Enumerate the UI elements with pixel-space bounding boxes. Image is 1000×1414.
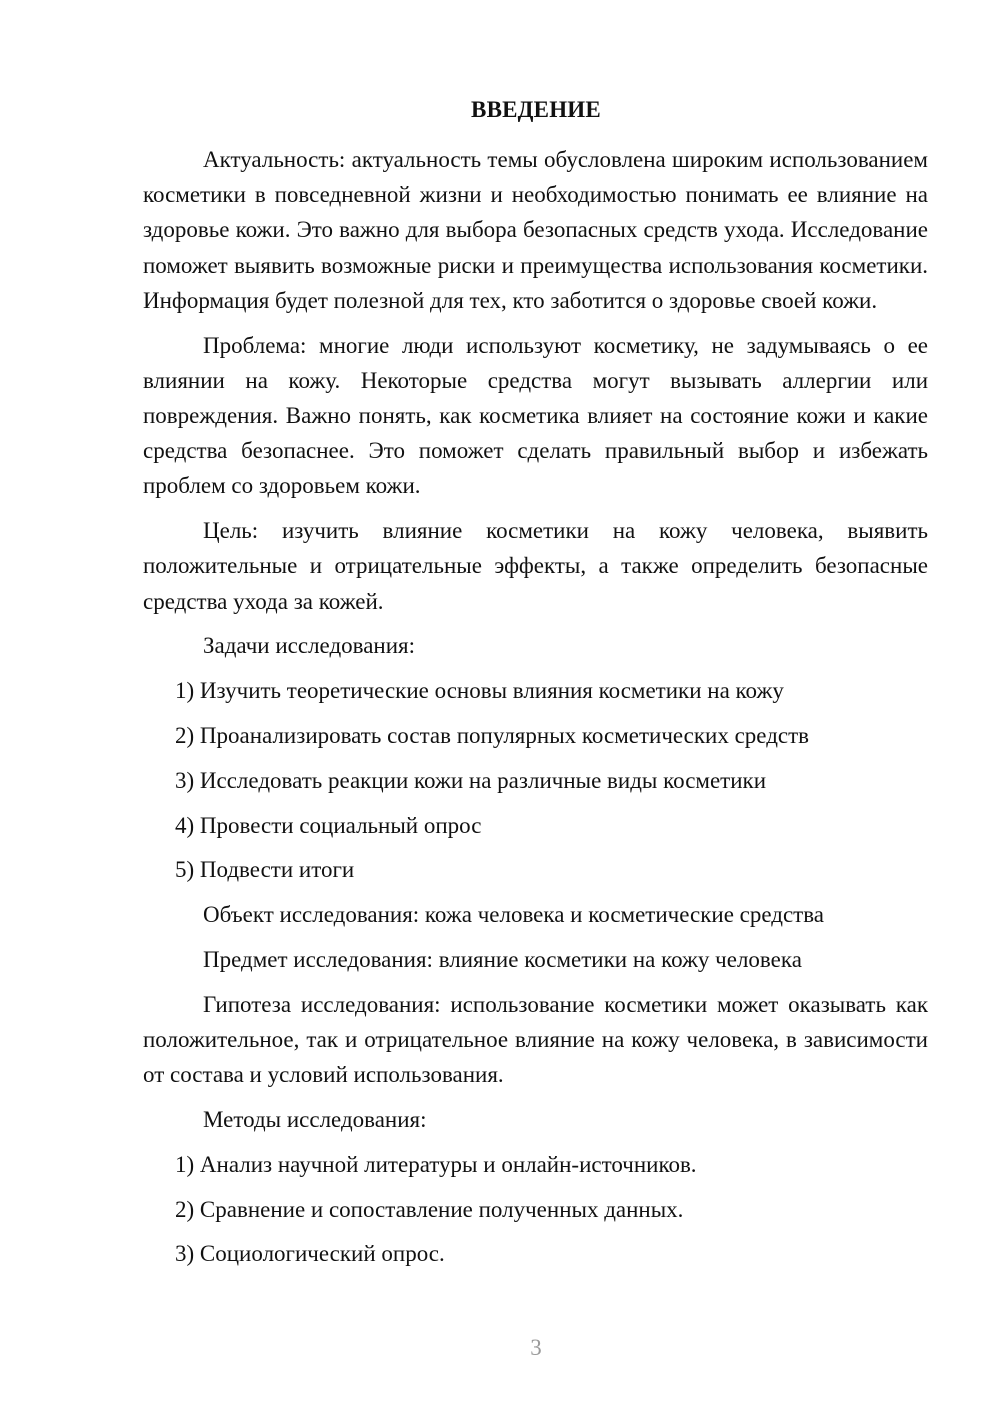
task-item: 1) Изучить теоретические основы влияния косметики на кожу xyxy=(175,678,784,704)
goal-paragraph: Цель: изучить влияние косметики на кожу человека, выявить положительные и отрицательные эффекты, а также определить безопасные средства ухода за кожей. xyxy=(143,518,928,614)
hypothesis-paragraph: Гипотеза исследования: использование косметики может оказывать как положительное, так и отрицательное влияние на кожу человека, в зависимости от состава и условий использования. xyxy=(143,991,928,1088)
object-paragraph: Объект исследования: кожа человека и косметические средства xyxy=(203,902,824,928)
relevance-paragraph: Актуальность: актуальность темы обусловлена широким использованием косметики в повседневной жизни и необходимостью понимать ее влияние на здоровье кожи. Это важно для выбора безопасных средств ухода. Исследование поможет выявить возможные риски и преимущества использования косметики. Информация будет полезной для тех, кто заботится о здоровье своей кожи. xyxy=(143,147,928,313)
method-item: 2) Сравнение и сопоставление полученных данных. xyxy=(175,1196,684,1222)
problem-paragraph: Проблема: многие люди используют косметику, не задумываясь о ее влиянии на кожу. Некоторые средства могут вызывать аллергии или повреждения. Важно понять, как косметика влияет на состояние кожи и какие средства безопаснее. Это поможет сделать правильный выбор и избежать проблем со здоровьем кожи. xyxy=(143,332,928,499)
tasks-heading: Задачи исследования: xyxy=(203,633,416,659)
document-body xyxy=(143,142,928,1281)
methods-heading: Методы исследования: xyxy=(203,1107,427,1132)
task-item: 4) Провести социальный опрос xyxy=(175,812,482,838)
method-item: 3) Социологический опрос. xyxy=(175,1241,445,1267)
task-item: 5) Подвести итоги xyxy=(175,857,355,883)
subject-paragraph: Предмет исследования: влияние косметики на кожу человека xyxy=(203,947,802,972)
page-number: 3 xyxy=(530,1335,542,1360)
task-item: 3) Исследовать реакции кожи на различные виды косметики xyxy=(175,767,767,793)
section-title: ВВЕДЕНИЕ xyxy=(471,97,601,122)
task-item: 2) Проанализировать состав популярных косметических средств xyxy=(175,723,810,749)
method-item: 1) Анализ научной литературы и онлайн-источников. xyxy=(175,1151,697,1177)
